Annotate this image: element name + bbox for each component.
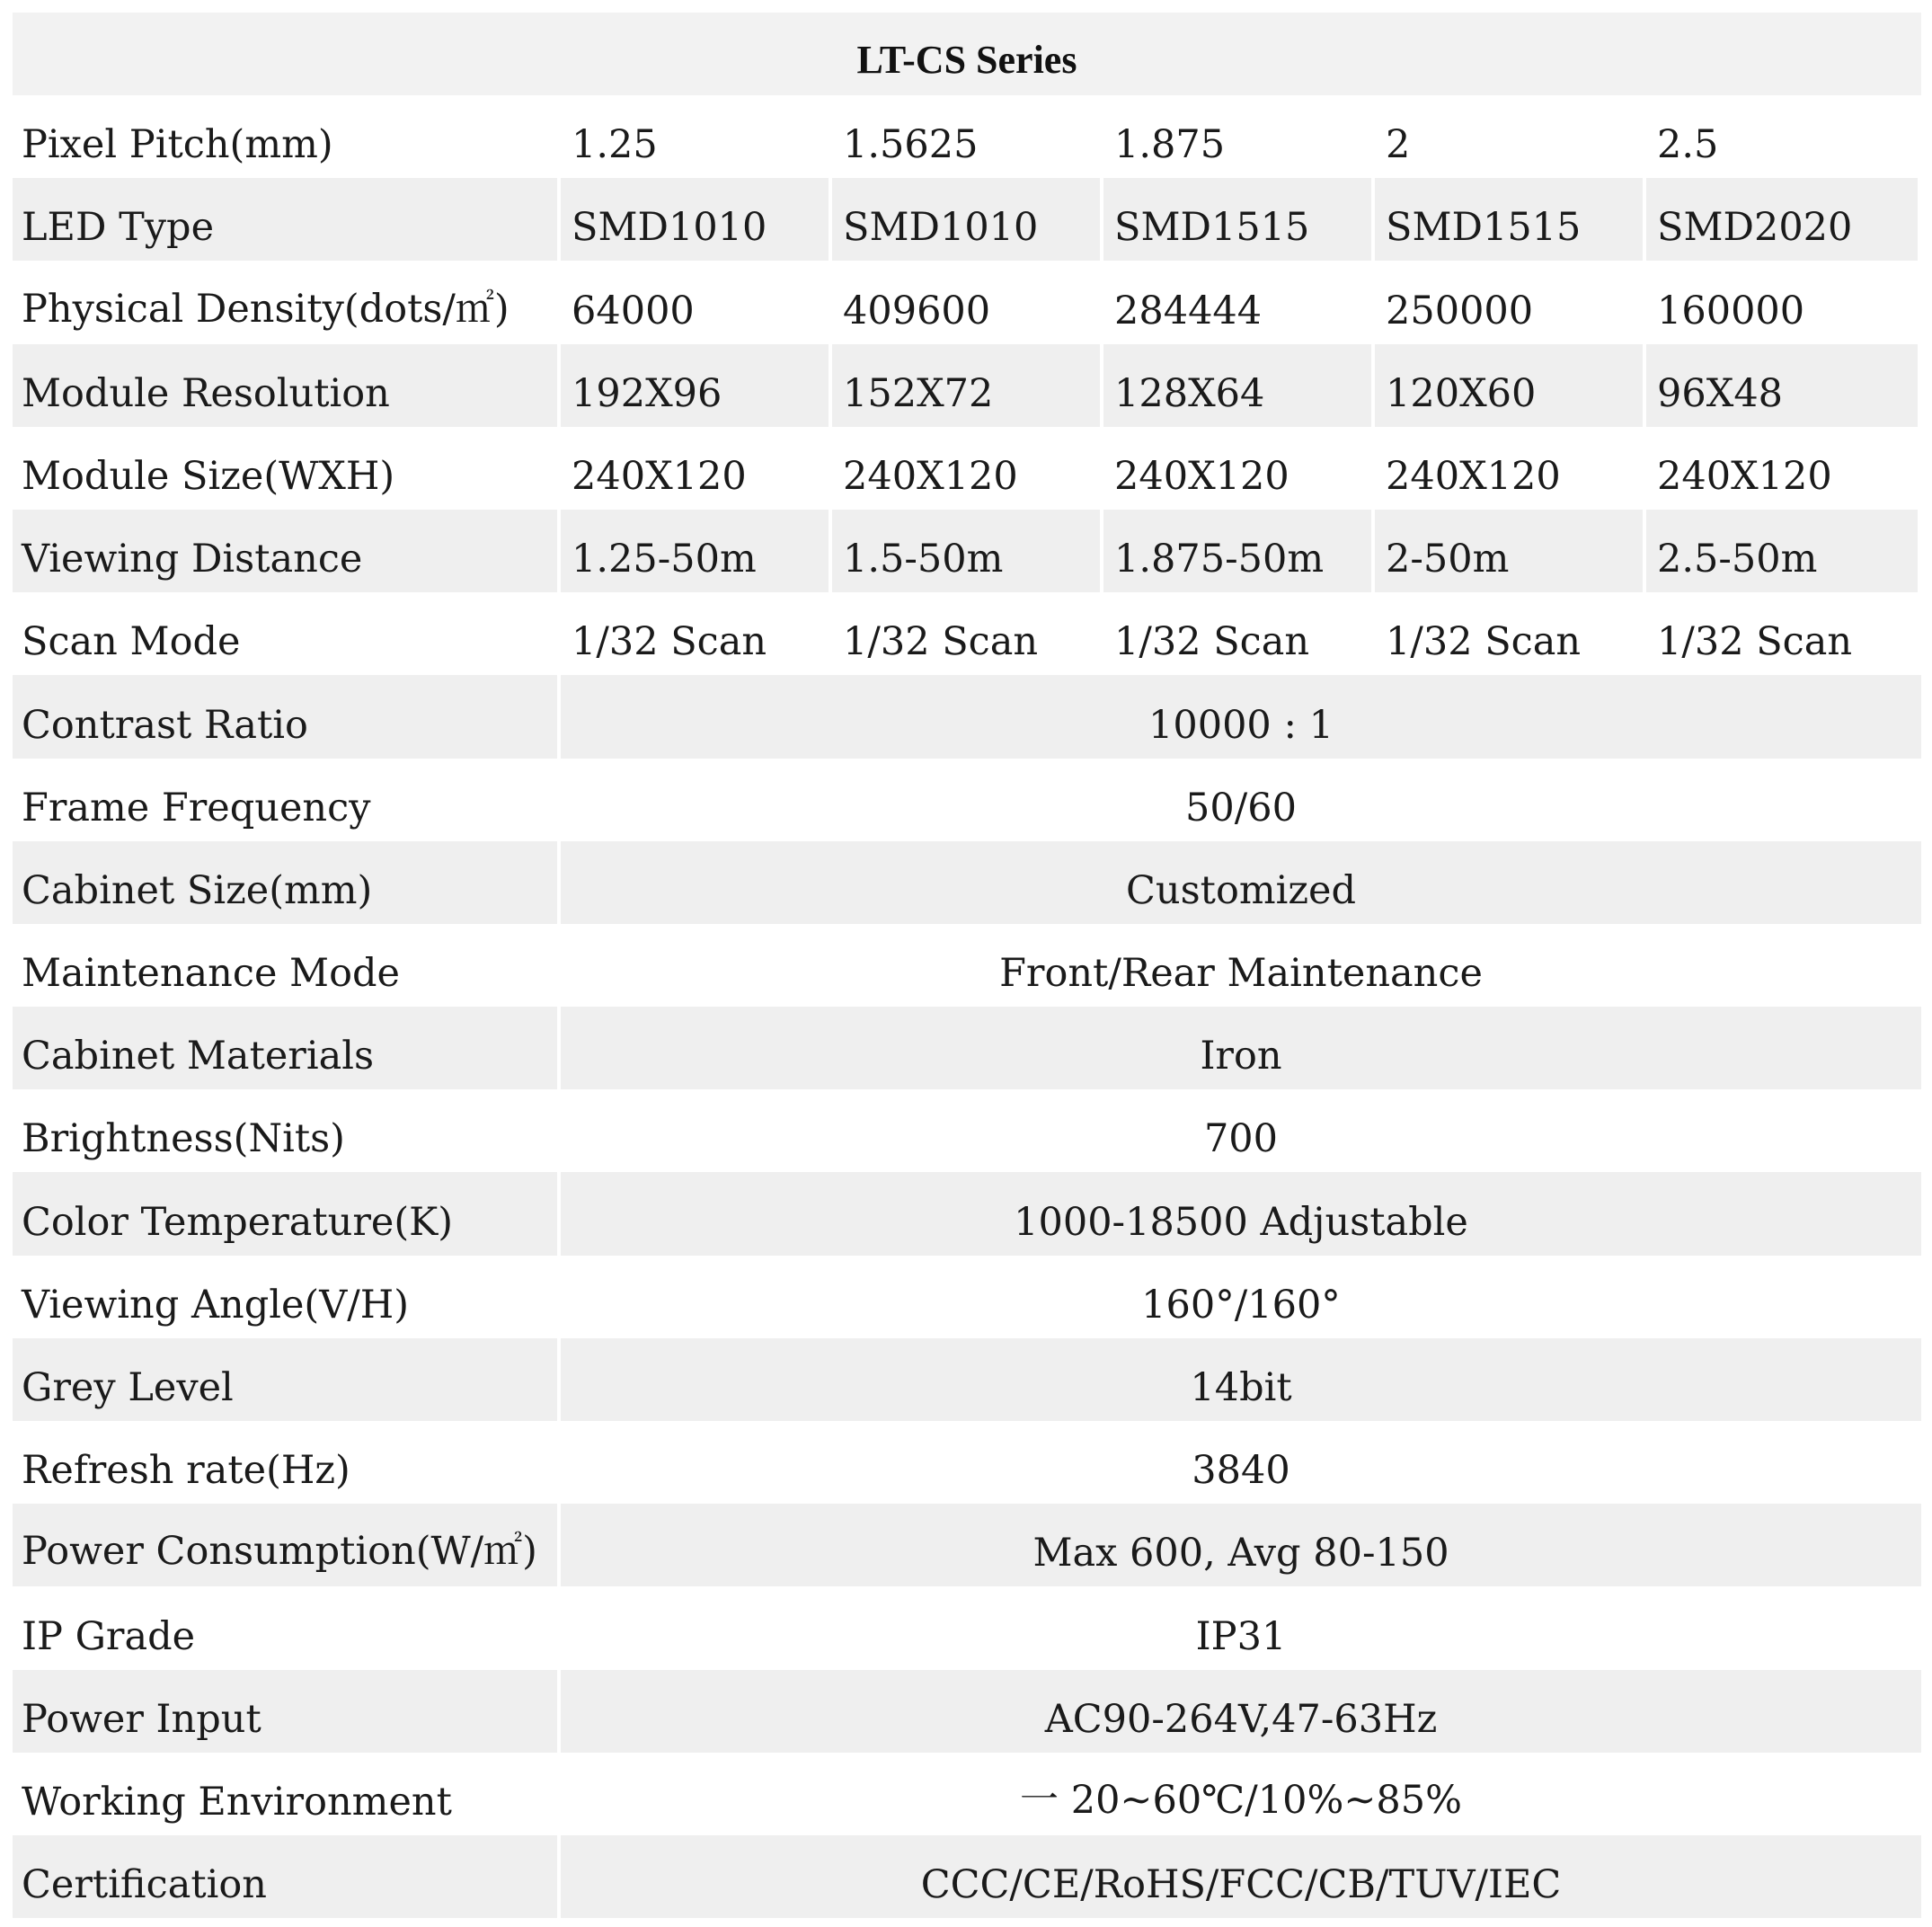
row-value: 160000	[1646, 261, 1918, 343]
table-row	[13, 1753, 1921, 1835]
row-value: SMD2020	[1646, 178, 1918, 261]
row-value: 120X60	[1375, 344, 1646, 427]
row-value: SMD1010	[561, 178, 832, 261]
row-value: Iron	[561, 1007, 1921, 1089]
row-value: 1/32 Scan	[1375, 592, 1646, 675]
table-row	[13, 1172, 1921, 1255]
row-value: 64000	[561, 261, 832, 343]
row-value: 240X120	[561, 427, 832, 510]
row-value: 2.5-50m	[1646, 510, 1918, 592]
row-value: 1.875-50m	[1103, 510, 1375, 592]
row-value: 2	[1375, 95, 1646, 178]
row-label: Module Size(WXH)	[13, 427, 561, 510]
row-value: 128X64	[1103, 344, 1375, 427]
row-value: 152X72	[832, 344, 1103, 427]
table-row	[13, 924, 1921, 1007]
row-value: 10000 : 1	[561, 675, 1921, 758]
row-value: 1.25-50m	[561, 510, 832, 592]
row-label: Refresh rate(Hz)	[13, 1421, 561, 1504]
row-value: Front/Rear Maintenance	[561, 924, 1921, 1007]
row-value: 240X120	[1103, 427, 1375, 510]
row-value: 1000-18500 Adjustable	[561, 1172, 1921, 1255]
row-value: 240X120	[1375, 427, 1646, 510]
table-row	[13, 1835, 1921, 1918]
row-value: 700	[561, 1089, 1921, 1172]
row-label: Viewing Distance	[13, 510, 561, 592]
row-value: 3840	[561, 1421, 1921, 1504]
row-label: Viewing Angle(V/H)	[13, 1256, 561, 1338]
table-row	[13, 1089, 1921, 1172]
table-row	[13, 1338, 1921, 1421]
row-value: 1.5-50m	[832, 510, 1103, 592]
row-label: Color Temperature(K)	[13, 1172, 561, 1255]
row-label: Power Consumption(W/㎡)	[13, 1504, 561, 1586]
row-value: CCC/CE/RoHS/FCC/CB/TUV/IEC	[561, 1835, 1921, 1918]
row-label: Scan Mode	[13, 592, 561, 675]
row-label: Grey Level	[13, 1338, 561, 1421]
row-label: Working Environment	[13, 1753, 561, 1835]
row-value: 240X120	[1646, 427, 1918, 510]
row-value: 1/32 Scan	[1646, 592, 1918, 675]
row-label: Pixel Pitch(mm)	[13, 95, 561, 178]
table-row	[13, 675, 1921, 758]
row-label: Contrast Ratio	[13, 675, 561, 758]
row-label: Maintenance Mode	[13, 924, 561, 1007]
table-row	[13, 427, 1921, 510]
row-value: 14bit	[561, 1338, 1921, 1421]
row-value: Max 600, Avg 80-150	[561, 1504, 1921, 1586]
table-row	[13, 1256, 1921, 1338]
row-value: 1.25	[561, 95, 832, 178]
table-row	[13, 1504, 1921, 1586]
row-value: 96X48	[1646, 344, 1918, 427]
row-label: Cabinet Size(mm)	[13, 841, 561, 924]
row-value: 一 20~60℃/10%~85%	[561, 1753, 1921, 1835]
table-row	[13, 592, 1921, 675]
row-value: 1/32 Scan	[832, 592, 1103, 675]
table-row	[13, 261, 1921, 343]
row-value: 240X120	[832, 427, 1103, 510]
row-value: IP31	[561, 1586, 1921, 1669]
row-label: Module Resolution	[13, 344, 561, 427]
table-row	[13, 344, 1921, 427]
row-label: Frame Frequency	[13, 759, 561, 841]
row-value: 409600	[832, 261, 1103, 343]
table-row	[13, 1586, 1921, 1669]
row-value: 2-50m	[1375, 510, 1646, 592]
row-value: 2.5	[1646, 95, 1918, 178]
row-value: SMD1515	[1375, 178, 1646, 261]
row-value: SMD1515	[1103, 178, 1375, 261]
row-value: 50/60	[561, 759, 1921, 841]
table-row	[13, 1670, 1921, 1753]
row-value: 192X96	[561, 344, 832, 427]
row-label: Physical Density(dots/㎡)	[13, 261, 561, 343]
row-value: 1.875	[1103, 95, 1375, 178]
table-title: LT-CS Series	[13, 13, 1921, 95]
row-value: 1/32 Scan	[561, 592, 832, 675]
table-row	[13, 759, 1921, 841]
row-value: Customized	[561, 841, 1921, 924]
row-value: 250000	[1375, 261, 1646, 343]
row-value: 284444	[1103, 261, 1375, 343]
row-label: IP Grade	[13, 1586, 561, 1669]
row-label: Brightness(Nits)	[13, 1089, 561, 1172]
row-value: AC90-264V,47-63Hz	[561, 1670, 1921, 1753]
row-label: Power Input	[13, 1670, 561, 1753]
table-row	[13, 841, 1921, 924]
table-row	[13, 510, 1921, 592]
table-row	[13, 1007, 1921, 1089]
row-label: LED Type	[13, 178, 561, 261]
row-label: Certification	[13, 1835, 561, 1918]
spec-table	[13, 13, 1921, 1918]
row-label: Cabinet Materials	[13, 1007, 561, 1089]
row-value: SMD1010	[832, 178, 1103, 261]
row-value: 160°/160°	[561, 1256, 1921, 1338]
table-row	[13, 95, 1921, 178]
row-value: 1/32 Scan	[1103, 592, 1375, 675]
table-row	[13, 178, 1921, 261]
row-value: 1.5625	[832, 95, 1103, 178]
table-row	[13, 1421, 1921, 1504]
